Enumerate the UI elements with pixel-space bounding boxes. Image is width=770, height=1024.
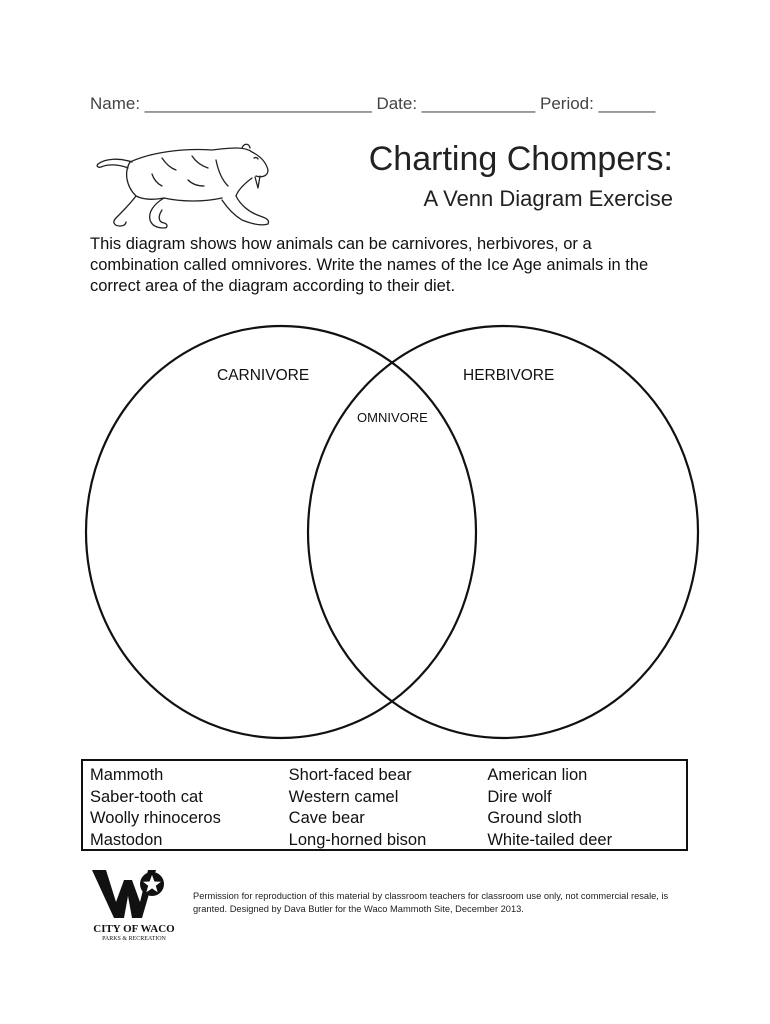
word-bank-column-2 (289, 765, 488, 849)
animal-word-bank (81, 759, 688, 851)
animal-name: Long-horned bison (288, 830, 427, 849)
carnivore-circle (86, 326, 476, 738)
period-field-label: Period: ______ (540, 94, 656, 113)
herbivore-label: HERBIVORE (463, 367, 555, 384)
animal-name: Cave bear (288, 809, 365, 827)
animal-name: Dire wolf (487, 787, 552, 806)
page-subtitle: A Venn Diagram Exercise (423, 186, 673, 211)
logo-line-1: CITY OF WACO (93, 923, 175, 935)
city-of-waco-logo (86, 862, 182, 942)
animal-name: American lion (487, 766, 588, 784)
animal-name: Western camel (288, 787, 399, 806)
permission-notice: Permission for reproduction of this material by classroom teachers for classroom use only, not commercial resale, is granted. Designed by Dava Butler for the Waco Mammoth Site, December 2013. (193, 891, 669, 914)
animal-name: Ground sloth (487, 809, 582, 827)
animal-name: Short-faced bear (288, 766, 412, 784)
name-field-label: Name: ________________________ (90, 94, 372, 113)
word-bank-column-1 (90, 765, 289, 849)
carnivore-label: CARNIVORE (217, 367, 310, 384)
page-title: Charting Chompers: (368, 140, 673, 178)
omnivore-label: OMNIVORE (357, 410, 428, 425)
instructions-paragraph: This diagram shows how animals can be carnivores, herbivores, or a combination called omnivores. Write the names of the Ice Age animals in the correct area of the diagram according to their diet. (90, 235, 649, 295)
animal-name: White-tailed deer (487, 830, 613, 849)
date-field-label: Date: ____________ (376, 94, 536, 113)
animal-name: Saber-tooth cat (90, 787, 203, 806)
logo-line-2: PARKS & RECREATION (102, 936, 166, 942)
animal-name: Mammoth (90, 766, 164, 784)
animal-name: Woolly rhinoceros (90, 809, 221, 827)
animal-name: Mastodon (90, 830, 163, 849)
word-bank-column-3 (487, 765, 686, 849)
herbivore-circle (308, 326, 698, 738)
